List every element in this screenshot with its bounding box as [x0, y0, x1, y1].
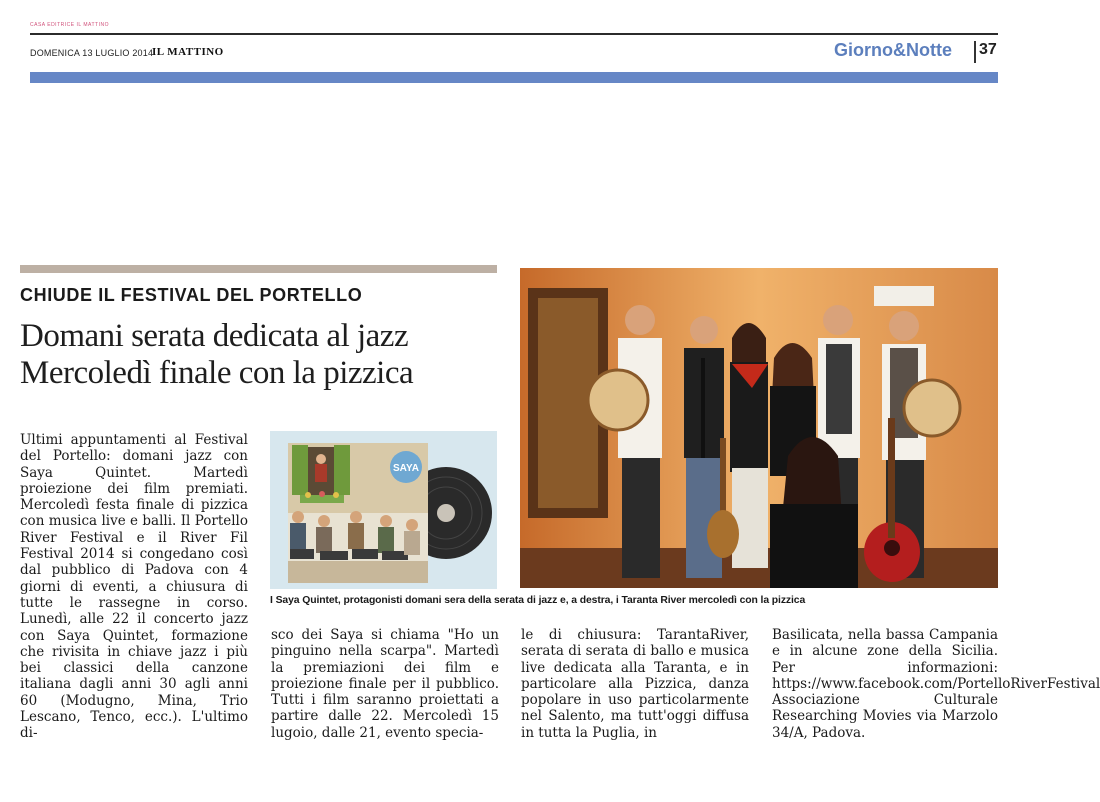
air-conditioner [874, 286, 934, 306]
green-shutter-right [334, 445, 350, 495]
tiny-publisher-line: CASA EDITRICE IL MATTINO [30, 22, 109, 28]
saya-logo-text: SAYA [393, 463, 419, 474]
article-kicker: CHIUDE IL FESTIVAL DEL PORTELLO [20, 285, 363, 305]
photo-caption: I Saya Quintet, protagonisti domani sera della serata di jazz e, a destra, i Taranta River mercoledì con la pizzica [270, 595, 806, 606]
article-headline [20, 318, 510, 392]
top-rule [30, 33, 998, 35]
tambourine-left [588, 370, 648, 430]
headline-line-2: Mercoledì finale con la pizzica [20, 355, 414, 391]
saya-cd-image [270, 431, 497, 589]
band-photo [520, 268, 998, 588]
page-number-separator [974, 41, 976, 63]
page-number: 37 [979, 41, 997, 58]
headline-line-1: Domani serata dedicata al jazz [20, 318, 409, 354]
section-title: Giorno&Notte [834, 40, 952, 60]
newspaper-name: IL MATTINO [152, 46, 224, 58]
kicker-bar [20, 265, 497, 273]
body-column-1: Ultimi appuntamenti al Festival del Portello: domani jazz con Saya Quintet. Martedì proiezione dei film premiati. Mercoledì festa finale di pizzica con musica live e balli. Il Portello River Festival e il River Fil Festival 2014 si congedano così dal pubblico di Padova con 4 giorni di eventi, a chiusura di tutte le rassegne in corso. Lunedì, alle 22 il concerto jazz con Saya Quintet, formazione che rivisita in chiave jazz i più bei classici della canzone italiana dagli anni 30 agli anni 60 (Modugno, Mina, Trio Lescano, Tenco, ecc.). L'ultimo di- [20, 432, 248, 742]
tambourine-right [904, 380, 960, 436]
header-blue-band [30, 72, 998, 83]
green-shutter-left [292, 445, 308, 495]
taranta-river-photo [520, 268, 998, 588]
body-column-2: sco dei Saya si chiama "Ho un pinguino nella scarpa". Martedì la premiazioni dei film e proiezione finale per il pubblico. Tutti i film saranno proiettati a partire dalle 22. Mercoledì 15 lugoio, dalle 21, evento specia- [271, 627, 499, 741]
dateline: DOMENICA 13 LUGLIO 2014 [30, 48, 154, 58]
body-column-4: Basilicata, nella bassa Campania e in alcune zone della Sicilia. Per informazioni: https://www.facebook.com/PortelloRiverFestival Associazione Culturale Researching Movies via Marzolo 34/A, Padova. [772, 627, 1100, 741]
body-column-3: le di chiusura: TarantaRiver, serata di serata di ballo e musica live dedicata alla Taranta, e in particolare alla Pizzica, danza popolare in uso particolarmente nel Salento, ma tutt'oggi diffusa in tutta la Puglia, in [521, 627, 749, 741]
cd-illustration [270, 431, 497, 589]
mandolin-neck [720, 438, 726, 518]
clarinet [701, 358, 705, 458]
